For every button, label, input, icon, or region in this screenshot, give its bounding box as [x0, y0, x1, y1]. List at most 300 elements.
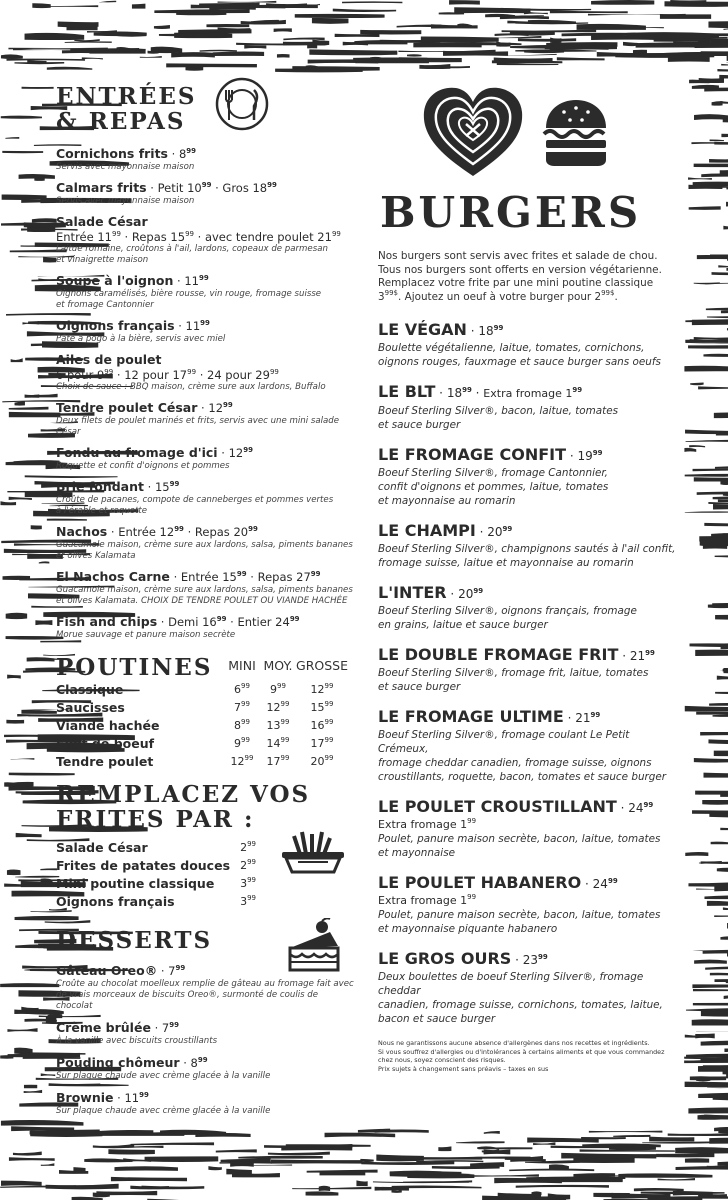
wood-grain-stroke	[13, 1152, 42, 1156]
wood-grain-stroke	[714, 142, 728, 145]
wood-grain-stroke	[717, 868, 728, 872]
wood-grain-stroke	[688, 177, 712, 179]
item-heading	[56, 214, 356, 230]
separator-dot: ·	[226, 615, 238, 629]
burger-description: Poulet, panure maison secrète, bacon, laitue, tomates et mayonnaise	[378, 833, 661, 859]
item-heading	[56, 614, 356, 630]
item-name: Oignons français	[56, 318, 175, 333]
wood-grain-stroke	[269, 4, 318, 8]
wood-grain-stroke	[41, 1073, 56, 1076]
wood-grain-stroke	[525, 1162, 580, 1164]
wood-grain-stroke	[688, 1107, 728, 1113]
remplacez-title: REMPLACEZ VOS FRITES PAR :	[56, 781, 311, 833]
wood-grain-stroke	[216, 1149, 257, 1152]
wood-grain-stroke	[699, 78, 724, 83]
side-item	[56, 838, 256, 856]
poutine-name: Tendre poulet	[56, 753, 154, 769]
wood-grain-stroke	[714, 886, 728, 891]
wood-grain-stroke	[7, 870, 21, 876]
burger-price: 24	[628, 801, 644, 815]
wood-grain-stroke	[407, 54, 422, 56]
wood-grain-stroke	[176, 11, 226, 15]
burger-price-cents: 99	[607, 877, 618, 885]
price-dollars: 2	[240, 840, 248, 854]
wood-grain-stroke	[712, 101, 723, 106]
price-cents: 99	[247, 839, 256, 848]
wood-grain-stroke	[717, 69, 728, 72]
item-heading	[56, 445, 356, 461]
dessert-price-cents: 99	[169, 1021, 179, 1029]
wood-grain-stroke	[1, 116, 42, 119]
poutine-price	[296, 752, 348, 770]
wood-grain-stroke	[649, 1137, 694, 1142]
wood-grain-stroke	[550, 10, 628, 13]
wood-grain-stroke	[618, 1173, 712, 1177]
wood-grain-stroke	[693, 1003, 728, 1006]
burger-item	[378, 382, 678, 432]
item-name: Soupe à l'oignon	[56, 273, 174, 288]
wood-grain-stroke	[25, 394, 40, 397]
item-description: Guacamole maison, crème sure aux lardons, salsa, piments bananes et olives Kalamata	[56, 540, 353, 561]
wood-grain-stroke	[715, 615, 728, 620]
item-description: Roquette et confit d'oignons et pommes	[56, 461, 230, 471]
wood-grain-stroke	[0, 1055, 13, 1059]
dessert-name: Brownie	[56, 1090, 114, 1105]
wood-grain-stroke	[46, 1184, 119, 1190]
dessert-name: Pouding chômeur	[56, 1055, 180, 1070]
menu-item	[56, 352, 356, 393]
wood-grain-stroke	[21, 710, 56, 714]
wood-grain-stroke	[31, 525, 42, 529]
menu-item	[56, 479, 356, 517]
menu-item	[56, 614, 356, 641]
item-price-line	[56, 368, 356, 382]
poutine-name: Classique	[56, 681, 124, 697]
price-cents: 99	[324, 717, 334, 726]
burger-name: LE DOUBLE FROMAGE FRIT	[378, 645, 619, 664]
wood-grain-stroke	[485, 14, 515, 17]
wood-grain-stroke	[22, 87, 54, 89]
wood-grain-stroke	[292, 1187, 371, 1190]
separator-dot: ·	[211, 181, 223, 195]
item-name: Cornichons frits	[56, 146, 168, 161]
wood-grain-stroke	[518, 38, 576, 42]
wood-grain-stroke	[82, 57, 103, 59]
wood-grain-stroke	[685, 852, 708, 856]
wood-grain-stroke	[641, 1192, 725, 1195]
side-name: Oignons français	[56, 893, 175, 909]
wood-grain-stroke	[724, 995, 728, 999]
size-header: MINI	[228, 658, 256, 673]
poutine-price	[260, 698, 296, 716]
wood-grain-stroke	[690, 643, 728, 647]
wood-grain-stroke	[703, 354, 728, 357]
item-price: Petit 10	[157, 181, 202, 195]
price-dollars: 6	[234, 682, 242, 696]
extra-cheese-price: Extra fromage 1	[378, 818, 468, 831]
price-cents: 99	[324, 681, 334, 690]
item-description: Laitue romaine, croûtons à l'ail, lardons, copeaux de parmesan et vinaigrette maison	[56, 244, 328, 265]
wood-grain-stroke	[685, 1082, 728, 1087]
burger-price: 21	[575, 711, 591, 725]
price-cents: 99	[280, 753, 290, 762]
wood-grain-stroke	[360, 30, 421, 35]
wood-grain-stroke	[375, 1187, 409, 1191]
item-price-cents: 99	[243, 446, 253, 454]
price-option-b-cents: 99	[185, 230, 194, 238]
wood-grain-stroke	[719, 75, 728, 79]
separator-dot: ·	[173, 274, 185, 288]
wood-grain-stroke	[634, 1188, 684, 1191]
side-item	[56, 892, 256, 910]
burger-item	[378, 320, 678, 369]
burger-item	[378, 797, 678, 860]
burger-name: LE BLT	[378, 382, 436, 401]
wood-grain-stroke	[356, 1180, 367, 1186]
separator-dot: ·	[217, 446, 229, 460]
wood-grain-stroke	[9, 497, 32, 500]
poutine-price	[260, 716, 296, 734]
wood-grain-stroke	[484, 1131, 500, 1134]
wood-grain-stroke	[470, 1162, 504, 1167]
wood-grain-stroke	[693, 949, 728, 951]
remplacez-list	[56, 838, 356, 910]
wood-grain-stroke	[708, 502, 728, 504]
separator-dot: ·	[174, 319, 186, 333]
item-price: 12	[208, 401, 224, 415]
poutine-price	[260, 752, 296, 770]
wood-grain-stroke	[25, 33, 85, 40]
side-name: Frites de patates douces	[56, 857, 231, 873]
wood-grain-stroke	[708, 21, 728, 28]
wood-grain-stroke	[698, 1093, 728, 1098]
wood-grain-stroke	[714, 914, 728, 917]
wood-grain-stroke	[557, 57, 605, 60]
item-price-cents: 99	[200, 319, 210, 327]
wood-grain-stroke	[723, 119, 728, 123]
wood-grain-stroke	[93, 1130, 153, 1134]
burger-item	[378, 873, 678, 936]
wood-grain-stroke	[400, 1156, 482, 1159]
wood-grain-stroke	[573, 1173, 615, 1177]
price-cents: 99	[324, 699, 334, 708]
wood-grain-stroke	[703, 773, 728, 778]
wood-grain-stroke	[154, 25, 170, 29]
price-cents: 99	[247, 857, 256, 866]
wood-grain-stroke	[704, 895, 728, 899]
price-dollars: 12	[310, 682, 325, 696]
price-option-c-cents: 99	[269, 368, 279, 376]
price-option-b: Repas 15	[131, 230, 186, 244]
wood-grain-stroke	[108, 1149, 154, 1154]
wood-grain-stroke	[0, 501, 16, 505]
wood-grain-stroke	[664, 1, 728, 7]
wood-grain-stroke	[714, 751, 728, 757]
wood-grain-stroke	[702, 800, 728, 805]
wood-grain-stroke	[14, 62, 64, 64]
wood-grain-stroke	[275, 69, 363, 73]
burger-price-cents: 99	[462, 386, 472, 394]
wood-grain-stroke	[694, 163, 728, 167]
menu-item	[56, 400, 356, 438]
dessert-name: Gâteau Oreo®	[56, 963, 158, 978]
item-price-cents: 99	[198, 274, 209, 282]
burger-heading	[378, 645, 678, 666]
item-price-cents: 99	[201, 181, 212, 189]
wood-grain-stroke	[642, 1141, 718, 1143]
wood-grain-stroke	[717, 676, 728, 680]
item-heading	[56, 318, 356, 334]
burger-item	[378, 445, 678, 508]
burger-price-cents: 99	[502, 525, 513, 533]
burger-price: 23	[522, 953, 539, 967]
price-dollars: 3	[240, 876, 248, 890]
wood-grain-stroke	[185, 67, 203, 71]
item-name: El Nachos Carne	[56, 569, 170, 584]
separator-dot: ·	[475, 525, 488, 539]
wood-grain-stroke	[533, 1142, 555, 1145]
wood-grain-stroke	[676, 1166, 728, 1170]
wood-grain-stroke	[283, 38, 324, 41]
separator-dot: ·	[435, 386, 447, 400]
poutines-title: POUTINES	[56, 654, 213, 681]
item-heading	[56, 963, 356, 979]
poutine-row	[56, 680, 348, 698]
wood-grain-stroke	[9, 412, 61, 417]
wood-grain-stroke	[713, 714, 728, 717]
item-heading	[56, 352, 356, 368]
wood-grain-stroke	[723, 668, 728, 671]
wood-grain-stroke	[325, 1133, 396, 1138]
price-cents: 99	[247, 875, 256, 884]
wood-grain-stroke	[561, 1153, 656, 1159]
separator-dot: ·	[193, 230, 205, 244]
burger-heading	[378, 583, 678, 604]
poutine-price	[296, 716, 348, 734]
price-option-c-cents: 99	[331, 230, 341, 238]
burger-heading	[378, 949, 678, 970]
menu-item	[56, 569, 356, 607]
wood-grain-stroke	[195, 1133, 250, 1137]
poutine-row	[56, 752, 348, 770]
poutine-price	[260, 680, 296, 698]
burgers-title: BURGERS	[380, 188, 642, 237]
wood-grain-stroke	[709, 813, 728, 817]
wood-grain-stroke	[694, 960, 727, 964]
poutine-price	[224, 698, 260, 716]
wood-grain-stroke	[283, 42, 325, 46]
item-heading	[56, 400, 356, 416]
extra-cheese-price: Extra fromage 1	[378, 894, 468, 907]
burger-price: 18	[478, 324, 494, 338]
wood-grain-stroke	[723, 226, 728, 230]
price-cents: 99	[241, 699, 250, 708]
side-item	[56, 874, 256, 892]
wood-grain-stroke	[690, 383, 703, 386]
wood-grain-stroke	[111, 1177, 187, 1181]
wood-grain-stroke	[721, 64, 728, 66]
separator-dot: ·	[466, 324, 479, 338]
wood-grain-stroke	[613, 1135, 650, 1137]
poutine-row	[56, 716, 348, 734]
wood-grain-stroke	[494, 57, 553, 60]
menu-item	[56, 524, 356, 562]
wood-grain-stroke	[226, 1169, 252, 1175]
wood-grain-stroke	[6, 636, 64, 640]
price-cents: 99	[280, 717, 290, 726]
wood-grain-stroke	[131, 1142, 214, 1145]
dessert-description: Sur plaque chaude avec crème glacée à la vanille	[56, 1106, 271, 1116]
wood-grain-stroke	[132, 4, 145, 9]
wood-grain-stroke	[9, 1157, 55, 1161]
item-price-alt-cents: 99	[289, 615, 300, 623]
wood-grain-stroke	[47, 67, 92, 70]
item-description: Choix de sauce : BBQ maison, crème sure aux lardons, Buffalo	[56, 382, 326, 392]
wood-grain-stroke	[454, 7, 530, 13]
wood-grain-stroke	[40, 868, 57, 870]
burger-name: LE CHAMPI	[378, 521, 476, 540]
wood-grain-stroke	[711, 1075, 728, 1078]
wood-grain-stroke	[342, 1, 402, 3]
menu-item	[56, 214, 356, 266]
wood-grain-stroke	[705, 967, 728, 970]
wood-grain-stroke	[2, 151, 43, 153]
wood-grain-stroke	[712, 603, 728, 605]
burger-item	[378, 949, 678, 1026]
wood-grain-stroke	[593, 1193, 629, 1197]
price-option-a-cents: 99	[111, 230, 121, 238]
item-name: Tendre poulet César	[56, 400, 198, 415]
left-column	[56, 84, 356, 1125]
burger-heading	[378, 797, 678, 818]
item-description: Servis avec mayonnaise maison	[56, 196, 195, 206]
wood-grain-stroke	[589, 1131, 663, 1133]
burgers-intro-price2-sup: 99$	[601, 288, 615, 297]
separator-dot: ·	[618, 649, 630, 663]
separator-dot: ·	[197, 401, 209, 415]
desserts-list	[56, 963, 356, 1117]
poutine-name: Filet de boeuf	[56, 735, 155, 751]
poutine-name: Saucisses	[56, 699, 125, 715]
price-cents: 99	[241, 735, 250, 744]
desserts-title: DESSERTS	[56, 927, 213, 954]
wood-grain-stroke	[627, 32, 719, 38]
separator-dot: ·	[120, 230, 132, 244]
wood-grain-stroke	[335, 34, 380, 37]
size-header: GROSSE	[296, 658, 348, 673]
price-cents: 99	[277, 681, 286, 690]
burger-price: 20	[487, 525, 503, 539]
separator-dot: ·	[183, 525, 195, 539]
price-dollars: 9	[234, 736, 242, 750]
wood-grain-stroke	[710, 139, 724, 141]
wood-grain-stroke	[5, 137, 19, 139]
wood-grain-stroke	[581, 1137, 626, 1139]
wood-grain-stroke	[724, 1048, 728, 1052]
wood-grain-stroke	[413, 42, 481, 47]
item-name: Ailes de poulet	[56, 352, 162, 367]
item-price-alt-cents: 99	[310, 570, 321, 578]
wood-grain-stroke	[58, 21, 99, 27]
side-price	[240, 859, 256, 872]
burger-description: Boeuf Sterling Silver®, oignons français, fromage en grains, laitue et sauce burger	[378, 605, 637, 631]
wood-grain-stroke	[688, 185, 722, 189]
item-heading	[56, 1090, 356, 1106]
wood-grain-stroke	[24, 1085, 37, 1089]
wood-grain-stroke	[591, 0, 654, 5]
wood-grain-stroke	[548, 1193, 570, 1199]
burgers-intro-text: Nos burgers sont servis avec frites et salade de chou. Tous nos burgers sont offerts en version végétarienne. Remplacez votre frite par une mini poutine classique	[378, 250, 662, 289]
burger-name: LE FROMAGE ULTIME	[378, 707, 564, 726]
wood-grain-stroke	[353, 58, 424, 62]
wood-grain-stroke	[268, 1152, 330, 1156]
side-price	[240, 841, 256, 854]
wood-grain-stroke	[720, 170, 728, 174]
wood-grain-stroke	[720, 936, 728, 939]
item-price: 12	[228, 446, 244, 460]
item-description: Oignons caramélisés, bière rousse, vin rouge, fromage suisse et fromage Cantonnier	[56, 289, 322, 310]
item-price-alt: Entier 24	[237, 615, 290, 629]
wood-grain-stroke	[6, 613, 27, 619]
burger-heading	[378, 521, 678, 542]
size-header: MOY.	[263, 658, 293, 673]
burger-item	[378, 583, 678, 632]
burger-price-cents: 99	[592, 449, 603, 457]
price-option-c: 24 pour 29	[207, 368, 270, 382]
wood-grain-stroke	[421, 36, 499, 42]
extra-cheese-cents: 99	[467, 893, 477, 901]
menu-item	[56, 146, 356, 173]
entrees-list	[56, 146, 356, 641]
burger-price-cents: 99	[538, 953, 548, 961]
dessert-item	[56, 1055, 356, 1082]
wood-grain-stroke	[16, 833, 42, 837]
burger-price: 21	[629, 649, 646, 663]
wood-grain-stroke	[577, 24, 646, 30]
price-dollars: 16	[310, 718, 325, 732]
wood-grain-stroke	[550, 37, 561, 43]
wood-grain-stroke	[286, 1144, 371, 1147]
wood-grain-stroke	[39, 561, 50, 563]
wood-grain-stroke	[706, 308, 728, 311]
wood-grain-stroke	[721, 310, 728, 313]
wood-grain-stroke	[709, 159, 728, 163]
burger-price: 20	[458, 587, 474, 601]
burger-heading	[378, 707, 678, 728]
wood-grain-stroke	[6, 59, 84, 61]
wood-grain-stroke	[456, 1141, 504, 1143]
item-heading	[56, 479, 356, 495]
wood-grain-stroke	[694, 477, 728, 481]
wood-grain-stroke	[692, 320, 728, 326]
wood-grain-stroke	[694, 282, 720, 284]
poutine-price	[224, 716, 260, 734]
price-option-c: avec tendre poulet 21	[204, 230, 332, 244]
item-price-cents: 99	[236, 570, 247, 578]
separator-dot: ·	[471, 386, 484, 400]
dessert-item	[56, 963, 356, 1012]
item-name: Fondu au fromage d'ici	[56, 445, 218, 460]
wood-grain-stroke	[685, 1158, 709, 1162]
burger-description: Boeuf Sterling Silver®, champignons sautés à l'ail confit, fromage suisse, laitue et mayonnaise au romarin	[378, 543, 676, 569]
price-dollars: 20	[310, 754, 325, 768]
wood-grain-stroke	[709, 703, 728, 706]
burger-price: 24	[592, 877, 608, 891]
separator-dot: ·	[146, 181, 158, 195]
item-name: Salade César	[56, 214, 148, 229]
extra-cheese-line	[378, 894, 678, 908]
price-cents: 99	[324, 753, 334, 762]
